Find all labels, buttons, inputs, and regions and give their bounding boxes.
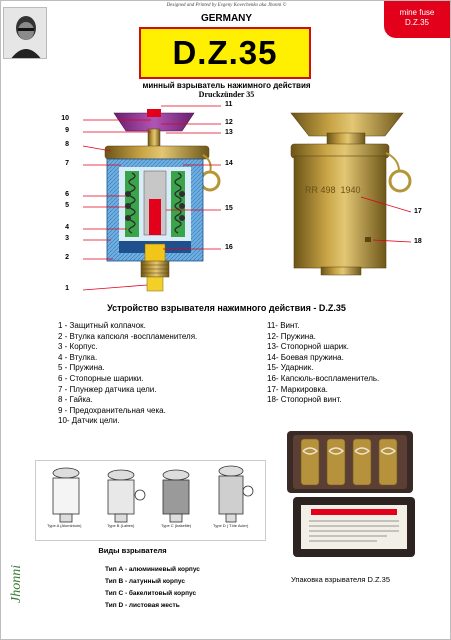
legend-item: 16- Капсюль-воспламенитель. [267, 373, 380, 383]
type-item: Тип А - алюминиевый корпус [105, 566, 200, 573]
badge-line1: mine fuse [399, 8, 435, 17]
legend-item: 7 - Плунжер датчика цели. [58, 384, 157, 394]
type-d-label: Type D ( Tôle Acier) [213, 523, 249, 528]
marking-code: RR 498 [305, 185, 336, 195]
legend-item: 15- Ударник. [267, 363, 314, 373]
legend-left [58, 321, 197, 427]
type-a-label: Type A (Aluminium) [47, 523, 82, 528]
packaging-photo [287, 431, 415, 565]
author-signature: Jhonni [9, 564, 24, 603]
callout-8: 8 [65, 141, 69, 148]
type-c-label: Type C (bakelite) [161, 523, 192, 528]
callout-16: 16 [225, 244, 233, 251]
callout-7: 7 [65, 160, 69, 167]
type-b-label: Type B (Latten) [107, 523, 135, 528]
callout-6: 6 [65, 191, 69, 198]
type-item: Тип В - латунный корпус [105, 578, 185, 585]
type-item: Тип С - бакелитовый корпус [105, 590, 197, 597]
legend-item: 9 - Предохранительная чека. [58, 405, 166, 415]
diagram-caption: Устройство взрывателя нажимного действия - D.Z.35 [107, 303, 346, 313]
types-list [105, 564, 200, 612]
marking-year: 1940 [340, 185, 361, 195]
legend-item: 2 - Втулка капсюля -воспламенителя. [58, 331, 198, 341]
cross-section-drawing [105, 109, 219, 291]
legend-item: 12- Пружина. [267, 331, 316, 341]
legend-item: 18- Стопорной винт. [267, 395, 342, 405]
callout-3: 3 [65, 235, 69, 242]
legend-item: 3 - Корпус. [58, 342, 98, 352]
callout-14: 14 [225, 160, 233, 167]
callout-1: 1 [65, 285, 69, 292]
legend-item: 8 - Гайка. [58, 395, 93, 405]
callout-17: 17 [414, 208, 422, 215]
legend-item: 10- Датчик цели. [58, 416, 120, 426]
packaging-caption: Упаковка взрывателя D.Z.35 [291, 575, 390, 584]
credit-line: Designed and Printed by Evgeny Kovechenko aka Jhonni © [166, 3, 287, 8]
legend-item: 13- Стопорной шарик. [267, 342, 349, 352]
type-item: Тип D - листовая жесть [105, 602, 180, 609]
callout-18: 18 [414, 238, 422, 245]
callout-9: 9 [65, 127, 69, 134]
legend-item: 6 - Стопорные шарики. [58, 373, 144, 383]
badge-line2: D.Z.35 [404, 18, 429, 27]
legend-item: 11- Винт. [267, 321, 300, 330]
subtitle-russian: минный взрыватель нажимного действия [142, 81, 311, 90]
callout-2: 2 [65, 254, 69, 261]
legend-item: 17- Маркировка. [267, 384, 328, 394]
fuse-types-drawing [36, 461, 265, 540]
callout-4: 4 [65, 224, 69, 231]
fuse-types-panel [35, 460, 266, 541]
callout-12: 12 [225, 119, 233, 126]
legend-item: 1 - Защитный колпачок. [58, 321, 146, 330]
legend-item: 4 - Втулка. [58, 352, 98, 362]
page-title: D.Z.35 [172, 34, 278, 71]
callout-10: 10 [61, 115, 69, 122]
callout-15: 15 [225, 205, 233, 212]
legend-item: 5 - Пружина. [58, 363, 105, 373]
callout-11: 11 [225, 101, 233, 108]
body-marking [305, 185, 361, 195]
subtitle-german: Druckzünder 35 [198, 90, 255, 99]
country-label: GERMANY [200, 13, 253, 24]
callout-13: 13 [225, 129, 233, 136]
callout-5: 5 [65, 202, 69, 209]
legend-right [267, 321, 379, 406]
legend-item: 14- Боевая пружина. [267, 352, 344, 362]
types-title: Виды взрывателя [98, 546, 167, 555]
